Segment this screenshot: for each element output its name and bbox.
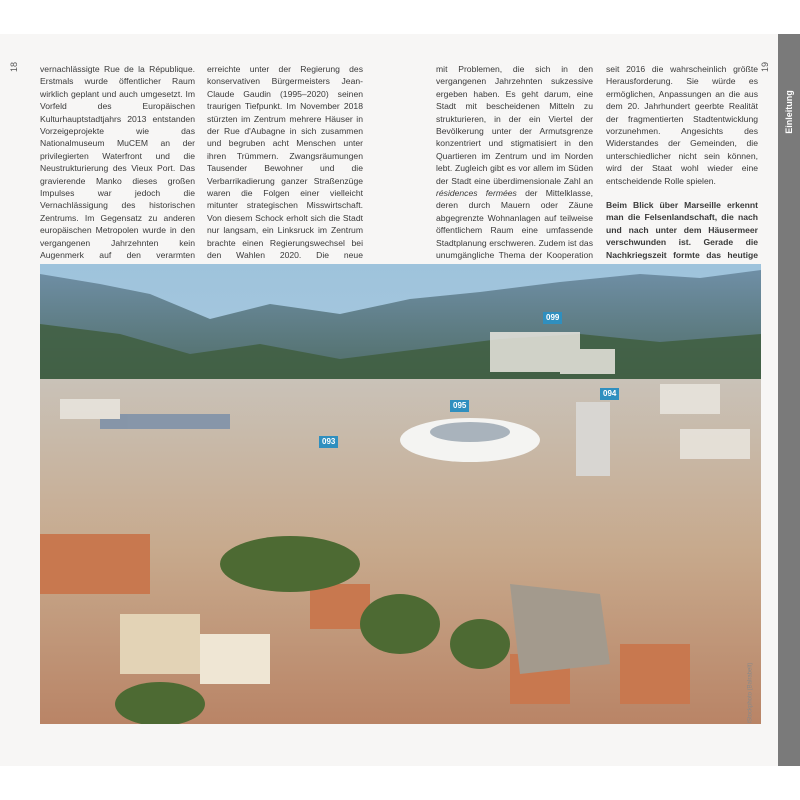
photo-caption: Beim Blick über Marseille erkennt man die Felsenlandschaft, die nach und nach unter dem Häusermeer verschwunden ist. Gerade die Nachkriegszeit formte das heutige [606, 200, 758, 260]
italic-term: résidences fermées [436, 188, 517, 199]
chapter-tab[interactable] [778, 82, 800, 142]
location-marker-094[interactable]: 094 [600, 388, 619, 400]
photo-illustration [40, 264, 761, 724]
text-column-2 [207, 63, 363, 286]
chapter-sidebar [778, 34, 800, 766]
text-column-3 [436, 63, 593, 274]
location-marker-095[interactable]: 095 [450, 400, 469, 412]
page-number-right: 19 [760, 61, 771, 73]
location-marker-093[interactable]: 093 [319, 436, 338, 448]
city-panorama-photo [40, 264, 761, 724]
location-marker-099[interactable]: 099 [543, 312, 562, 324]
column-4-text: seit 2016 die wahrscheinlich größte Herausforderung. Sie würde es ermöglichen, Anpassungen an die aus dem 20. Jahrhundert geerbte Realität der fragmentierten Stadtentwicklung vorzunehmen. Angesichts des Widerstandes der Gemeinden, die unterschiedlicher nicht sein können, wird der Staat wohl wieder eine entscheidende Rolle spielen. [606, 64, 758, 186]
photo-credit: iStockphoto (Balrabelt) [747, 662, 754, 724]
page-number-left: 18 [9, 61, 20, 73]
column-3-text: mit Problemen, die sich in den vergangenen Jahrzehnten sukzessive ergeben haben. Es geht darum, eine Stadt mit bescheidenen Mitteln zu strukturieren, in der ein Viertel der Bevölkerung unter der Armutsgrenze konzentriert und stigmatisiert in den Quartieren im Zentrum und im Norden lebt. Zugleich gibt es vor allem im Süden der Stadt eine überdimensionale Zahl an résidences fermées der Mittelklasse, deren durch Mauern oder Zäune abgegrenzte Wohnanlagen auf teilweise öffentlichem Raum eine umfassende Stadtplanung erschweren. Zudem ist das unumgängliche Thema der Kooperation [436, 64, 593, 261]
chapter-tab-label: Einleitung [784, 90, 794, 134]
column-1-text: vernachlässigte Rue de la République. Erstmals wurde öffentlicher Raum wirklich geplant und auch umgesetzt. Im Vorfeld des Europäischen Kulturhauptstadtjahrs 2013 entstanden Vorzeigeprojekte wie das Nationalmuseum MuCEM an der privilegierten Waterfront und die Neustrukturierung des Vieux Port. Das gravierende Manko dieses großen Impulses war jedoch die Vernachlässigung des historischen Zentrums. Im Gegensatz zu anderen europäischen Metropolen wurde in den vergangenen Jahrzehnten kein Augenmerk auf den verarmten [40, 64, 195, 261]
column-2-text: erreichte unter der Regierung des konservativen Bürgermeisters Jean-Claude Gaudin (1995–2020) seinen traurigen Tiefpunkt. Im November 2018 stürzten im Zentrum mehrere Häuser in der Rue d'Aubagne in sich zusammen und begruben acht Menschen unter ihren Trümmern. Zwangsräumungen Tausender Bewohner und die Verbarrikadierung ganzer Straßenzüge waren die Folgen einer vielleicht mitunter strategischen Misswirtschaft. Von diesem Schock erholt sich die Stadt nur langsam, ein Linksruck im Zentrum brachte einen Regierungswechsel bei den Wahlen 2020. Die neue [207, 64, 363, 261]
